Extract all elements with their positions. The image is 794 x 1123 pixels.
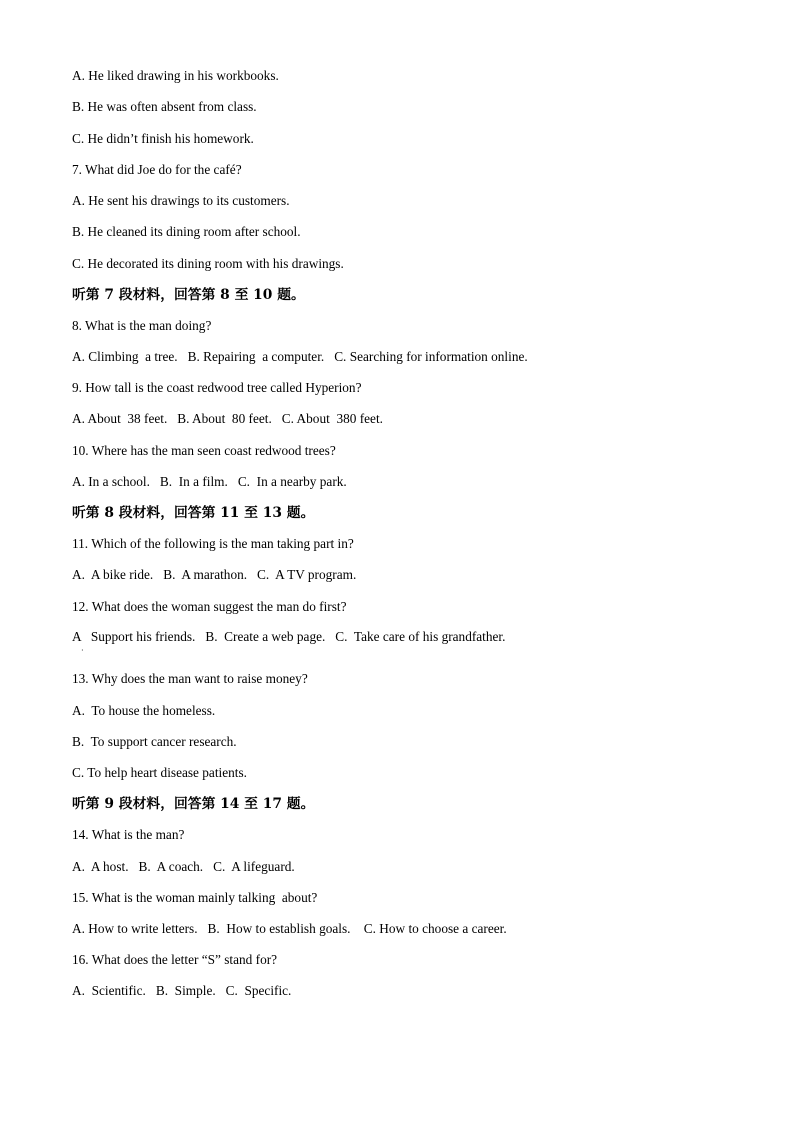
option-6c: C. He didn’t finish his homework. [72, 131, 254, 146]
option-13b: B. To support cancer research. [72, 734, 237, 749]
options-15: A. How to write letters. B. How to establish goals. C. How to choose a career. [72, 921, 507, 936]
question-15: 15. What is the woman mainly talking about? [72, 890, 318, 905]
section-heading-8: 听第 8 段材料，回答第 11 至 13 题。 [72, 505, 315, 521]
options-14: A. A host. B. A coach. C. A lifeguard. [72, 859, 295, 874]
section-heading-7: 听第 7 段材料，回答第 8 至 10 题。 [72, 287, 305, 303]
option-6a: A. He liked drawing in his workbooks. [72, 68, 279, 83]
question-12: 12. What does the woman suggest the man do first? [72, 599, 347, 614]
option-13a: A. To house the homeless. [72, 703, 216, 718]
question-8: 8. What is the man doing? [72, 318, 212, 333]
question-9: 9. How tall is the coast redwood tree called Hyperion? [72, 380, 362, 395]
section-heading-9: 听第 9 段材料，回答第 14 至 17 题。 [72, 796, 315, 812]
option-6b: B. He was often absent from class. [72, 99, 257, 114]
options-16: A. Scientific. B. Simple. C. Specific. [72, 983, 292, 998]
question-16: 16. What does the letter “S” stand for? [72, 952, 278, 967]
options-12: A Support his friends. B. Create a web page. C. Take care of his grandfather. [72, 629, 506, 644]
question-11: 11. Which of the following is the man taking part in? [72, 536, 354, 551]
question-14: 14. What is the man? [72, 827, 185, 842]
options-8: A. Climbing a tree. B. Repairing a computer. C. Searching for information online. [72, 349, 528, 364]
option-13c: C. To help heart disease patients. [72, 765, 247, 780]
question-13: 13. Why does the man want to raise money? [72, 671, 308, 686]
stray-mark: · [81, 646, 84, 655]
options-10: A. In a school. B. In a film. C. In a nearby park. [72, 474, 347, 489]
question-7: 7. What did Joe do for the café? [72, 162, 242, 177]
option-7c: C. He decorated its dining room with his drawings. [72, 256, 344, 271]
options-11: A. A bike ride. B. A marathon. C. A TV program. [72, 567, 357, 582]
option-7b: B. He cleaned its dining room after school. [72, 224, 301, 239]
options-9: A. About 38 feet. B. About 80 feet. C. About 380 feet. [72, 411, 383, 426]
option-7a: A. He sent his drawings to its customers. [72, 193, 290, 208]
question-10: 10. Where has the man seen coast redwood trees? [72, 443, 336, 458]
